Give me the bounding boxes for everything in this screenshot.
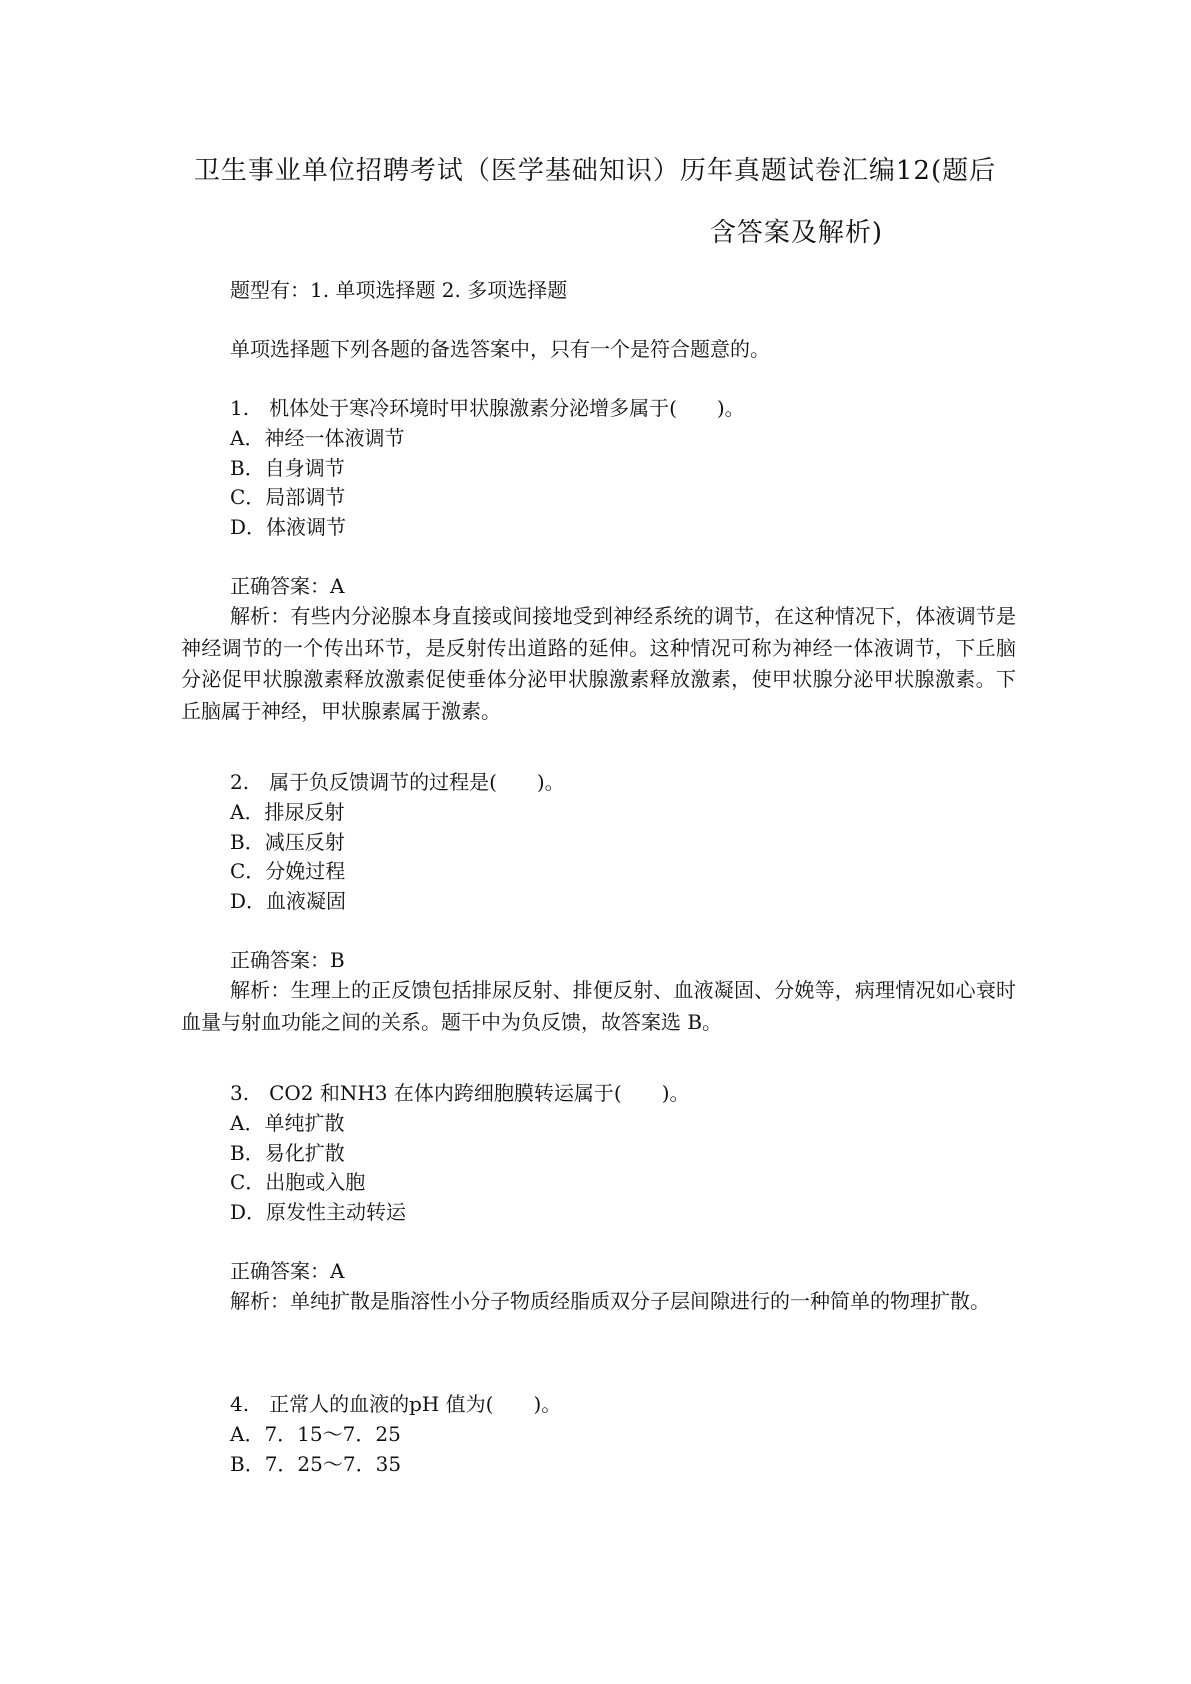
section-intro: 单项选择题下列各题的备选答案中，只有一个是符合题意的。 bbox=[230, 337, 770, 361]
question-3-option-d: D．原发性主动转运 bbox=[230, 1200, 407, 1224]
question-3-answer: 正确答案：A bbox=[230, 1259, 345, 1283]
question-1-option-c: C．局部调节 bbox=[230, 485, 346, 509]
question-2-option-a: A．排尿反射 bbox=[230, 800, 345, 824]
question-3-option-a: A．单纯扩散 bbox=[230, 1111, 345, 1135]
question-3-stem: 3. CO2 和NH3 在体内跨细胞膜转运属于( )。 bbox=[230, 1081, 690, 1105]
question-types: 题型有：1. 单项选择题 2. 多项选择题 bbox=[230, 278, 568, 302]
question-3-analysis: 解析：单纯扩散是脂溶性小分子物质经脂质双分子层间隙进行的一种简单的物理扩散。 bbox=[230, 1289, 990, 1313]
question-3-option-b: B．易化扩散 bbox=[230, 1141, 345, 1165]
question-2-answer: 正确答案：B bbox=[230, 948, 345, 972]
question-3-option-c: C．出胞或入胞 bbox=[230, 1170, 366, 1194]
question-2-option-c: C．分娩过程 bbox=[230, 859, 346, 883]
question-2-option-d: D．血液凝固 bbox=[230, 889, 347, 913]
question-1-option-d: D．体液调节 bbox=[230, 515, 347, 539]
question-2-analysis: 解析：生理上的正反馈包括排尿反射、排便反射、血液凝固、分娩等，病理情况如心衰时血量与射血功能之间的关系。题干中为负反馈，故答案选 B。 bbox=[181, 978, 1016, 1034]
question-4-stem: 4. 正常人的血液的pH 值为( )。 bbox=[230, 1392, 562, 1416]
question-4-option-b: B．7．25～7．35 bbox=[230, 1452, 402, 1476]
document-title-line-1: 卫生事业单位招聘考试（医学基础知识）历年真题试卷汇编12(题后 bbox=[193, 156, 997, 186]
question-1-option-b: B．自身调节 bbox=[230, 456, 345, 480]
question-1-stem: 1. 机体处于寒冷环境时甲状腺激素分泌增多属于( )。 bbox=[230, 396, 745, 420]
question-2-option-b: B．减压反射 bbox=[230, 830, 345, 854]
question-1-option-a: A．神经一体液调节 bbox=[230, 426, 405, 450]
question-1-answer: 正确答案：A bbox=[230, 574, 345, 598]
question-2-stem: 2. 属于负反馈调节的过程是( )。 bbox=[230, 770, 565, 794]
question-1-analysis: 解析：有些内分泌腺本身直接或间接地受到神经系统的调节，在这种情况下，体液调节是神经调节的一个传出环节，是反射传出道路的延伸。这种情况可称为神经一体液调节，下丘脑分泌促甲状腺激素释放激素促使垂体分泌甲状腺激素释放激素，使甲状腺分泌甲状腺激素。下丘脑属于神经，甲状腺素属于激素。 bbox=[181, 604, 1016, 723]
question-4-option-a: A．7．15～7．25 bbox=[230, 1422, 401, 1446]
document-title-line-2: 含答案及解析) bbox=[709, 218, 883, 248]
